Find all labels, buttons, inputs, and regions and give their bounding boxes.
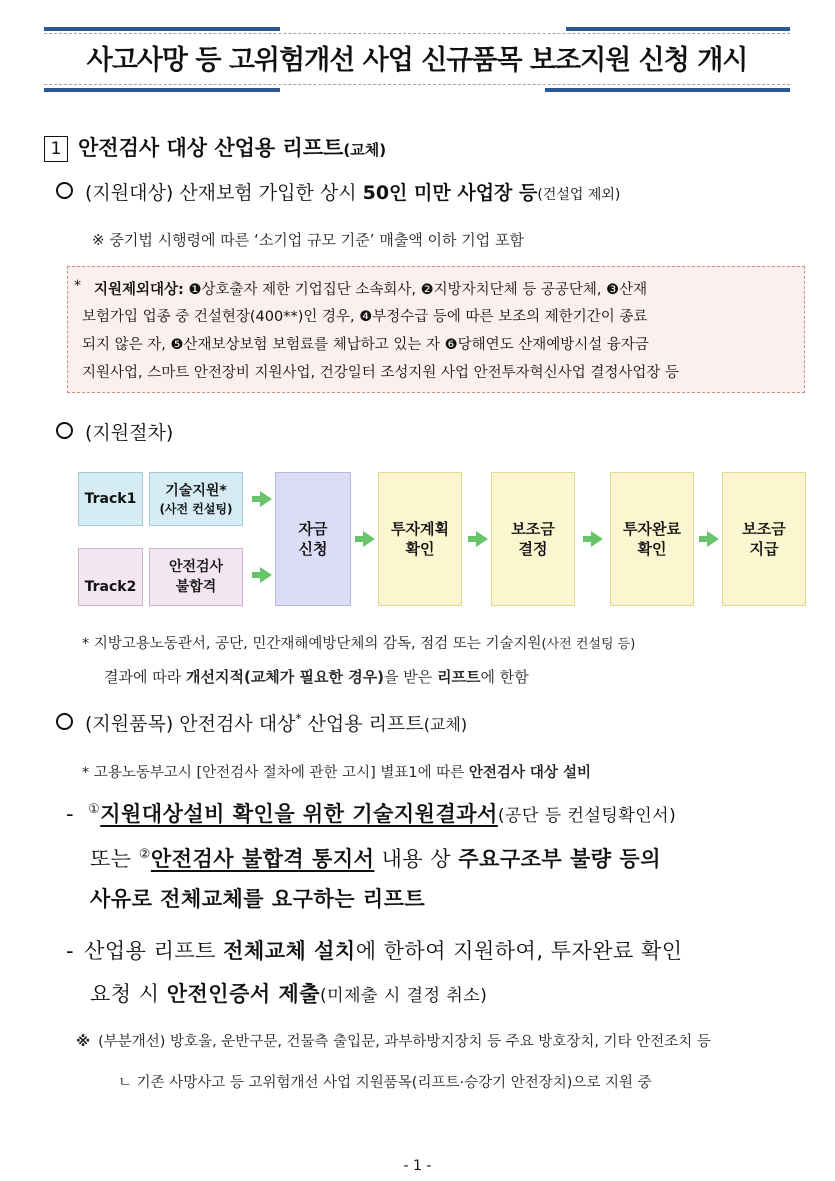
procedure-note-text: 결과에 따라 — [104, 668, 186, 686]
track2-label: Track2 — [78, 548, 143, 606]
step-fund-application — [275, 472, 351, 606]
circle-bullet-icon — [56, 182, 73, 199]
procedure-note-paren: (사전 컨설팅 등) — [541, 637, 636, 652]
circled-number: ② — [138, 847, 151, 862]
target-emphasis: 50인 미만 사업장 등 — [362, 182, 538, 204]
procedure-note-emphasis: 리프트 — [437, 668, 481, 686]
items-text: 산업용 리프트 — [301, 713, 424, 735]
section-heading — [44, 132, 386, 162]
step-title: 투자완료 — [623, 520, 681, 538]
step-subtitle: 지급 — [749, 540, 779, 558]
header-bar-right — [566, 27, 790, 31]
exclusion-star: * — [74, 278, 81, 294]
reference-line-2: ㄴ 기존 사망사고 등 고위험개선 사업 지원품목(리프트·승강기 안전장치)으로 지원 중 — [118, 1075, 652, 1091]
detail-2-text: 요청 시 — [90, 982, 167, 1006]
track2-step — [149, 548, 243, 606]
arrow-icon — [591, 531, 603, 547]
step-investment-plan — [378, 472, 462, 606]
track2-step-subtitle: 불합격 — [175, 579, 217, 595]
detail-1-text: 내용 상 — [374, 847, 459, 871]
step-title: 자금 — [298, 520, 328, 538]
procedure-note-emphasis: 개선지적(교체가 필요한 경우) — [186, 668, 385, 686]
exclusion-line-3: 되지 않은 자, ❺산재보상보험 보험료를 체납하고 있는 자 ❻당해연도 산재예방시설 융자금 — [82, 337, 649, 353]
step-subsidy-decision — [491, 472, 575, 606]
target-bullet — [56, 178, 620, 205]
procedure-note-text: * 지방고용노동관서, 공단, 민간재해예방단체의 감독, 점검 또는 기술지원 — [82, 636, 542, 652]
procedure-note-line-2 — [104, 666, 529, 687]
circle-bullet-icon — [56, 713, 73, 730]
detail-1-emphasis: 안전검사 불합격 통지서 — [150, 847, 375, 871]
title-bar-left — [44, 88, 280, 92]
reference-line-1 — [76, 1030, 711, 1051]
circle-bullet-icon — [56, 422, 73, 439]
exclusion-line-1 — [94, 278, 647, 299]
exclusion-label: 지원제외대상: — [94, 282, 184, 298]
circled-number: ① — [88, 802, 101, 817]
arrow-icon — [707, 531, 719, 547]
detail-1-paren: (공단 등 컨설팅확인서) — [497, 806, 677, 826]
arrow-icon — [363, 531, 375, 547]
detail-1-line-2 — [90, 843, 661, 873]
procedure-note-line-1 — [82, 632, 635, 653]
procedure-label: (지원절차) — [85, 422, 174, 444]
detail-2-line-2 — [90, 978, 487, 1008]
detail-1-emphasis: 지원대상설비 확인을 위한 기술지원결과서 — [100, 802, 498, 826]
detail-1-line-1 — [66, 798, 676, 828]
title-bar-right — [545, 88, 790, 92]
step-subtitle: 신청 — [298, 540, 328, 558]
header-bar-left — [44, 27, 280, 31]
page-title: 사고사망 등 고위험개선 사업 신규품목 보조지원 신청 개시 — [86, 45, 748, 76]
reference-text: (부분개선) 방호울, 운반구문, 건물측 출입문, 과부하방지장치 등 주요 방호장치, 기타 안전조치 등 — [98, 1034, 711, 1050]
items-note — [82, 761, 591, 782]
section-heading-suffix: (교체) — [343, 141, 387, 159]
procedure-note-text: 을 받은 — [384, 668, 438, 686]
reference-mark: ※ — [76, 1034, 91, 1050]
track2-step-title: 안전검사 — [168, 559, 224, 575]
section-number: 1 — [44, 136, 68, 162]
section-heading-text: 안전검사 대상 산업용 리프트 — [78, 136, 344, 160]
items-note-emphasis: 안전검사 대상 설비 — [468, 765, 591, 781]
exclusion-text-1: ❶상호출자 제한 기업집단 소속회사, ❷지방자치단체 등 공공단체, ❸산재 — [183, 282, 648, 298]
page-number: - 1 - — [403, 1158, 432, 1174]
detail-2-line-1 — [66, 935, 683, 965]
items-note-text: * 고용노동부고시 [안전검사 절차에 관한 고시] 별표1에 따른 — [82, 765, 469, 781]
arrow-icon — [260, 491, 272, 507]
track1-label: Track1 — [78, 472, 143, 526]
step-subtitle: 확인 — [405, 540, 435, 558]
target-exception: (건설업 제외) — [537, 187, 621, 203]
track1-step-subtitle: (사전 컨설팅) — [159, 502, 233, 516]
target-text: 산재보험 가입한 상시 — [173, 182, 363, 204]
detail-1-emphasis: 사유로 전체교체를 요구하는 리프트 — [90, 887, 426, 911]
detail-2-text: 에 한하여 지원하여, 투자완료 확인 — [355, 939, 683, 963]
detail-1-text: 또는 — [90, 847, 139, 871]
detail-2-paren: (미제출 시 결정 취소) — [320, 986, 488, 1006]
detail-2-emphasis: 전체교체 설치 — [223, 939, 356, 963]
detail-2-text: 산업용 리프트 — [84, 939, 224, 963]
exclusion-line-4: 지원사업, 스마트 안전장비 지원사업, 건강일터 조성지원 사업 안전투자혁신사업 결정사업장 등 — [82, 365, 679, 381]
track1-step-title: 기술지원* — [165, 483, 227, 499]
detail-2-emphasis: 안전인증서 제출 — [166, 982, 321, 1006]
step-title: 보조금 — [742, 520, 786, 538]
items-suffix: (교체) — [423, 715, 468, 734]
track1-step — [149, 472, 243, 526]
step-subtitle: 결정 — [518, 540, 548, 558]
step-investment-complete — [610, 472, 694, 606]
items-footnote-mark: * — [295, 711, 302, 726]
arrow-icon — [260, 567, 272, 583]
dash-marker: - — [66, 802, 75, 826]
detail-1-emphasis: 주요구조부 불량 등의 — [458, 847, 661, 871]
step-subtitle: 확인 — [637, 540, 667, 558]
step-subsidy-payment — [722, 472, 806, 606]
header-dashed-rule — [44, 33, 790, 34]
dash-marker: - — [66, 939, 75, 963]
arrow-icon — [476, 531, 488, 547]
detail-1-line-3 — [90, 883, 425, 913]
procedure-bullet — [56, 418, 173, 445]
items-label: (지원품목) — [85, 713, 174, 735]
exclusion-line-2: 보험가입 업종 중 건설현장(400**)인 경우, ❹부정수급 등에 따른 보조의 제한기간이 종료 — [82, 309, 648, 325]
step-title: 투자계획 — [391, 520, 449, 538]
title-dashed-rule — [44, 84, 790, 85]
items-bullet — [56, 709, 467, 736]
procedure-note-text: 에 한함 — [480, 668, 529, 686]
target-note: ※ 중기법 시행령에 따른 ‘소기업 규모 기준’ 매출액 이하 기업 포함 — [92, 231, 525, 249]
step-title: 보조금 — [511, 520, 555, 538]
items-text: 안전검사 대상 — [173, 713, 296, 735]
target-label: (지원대상) — [85, 182, 174, 204]
